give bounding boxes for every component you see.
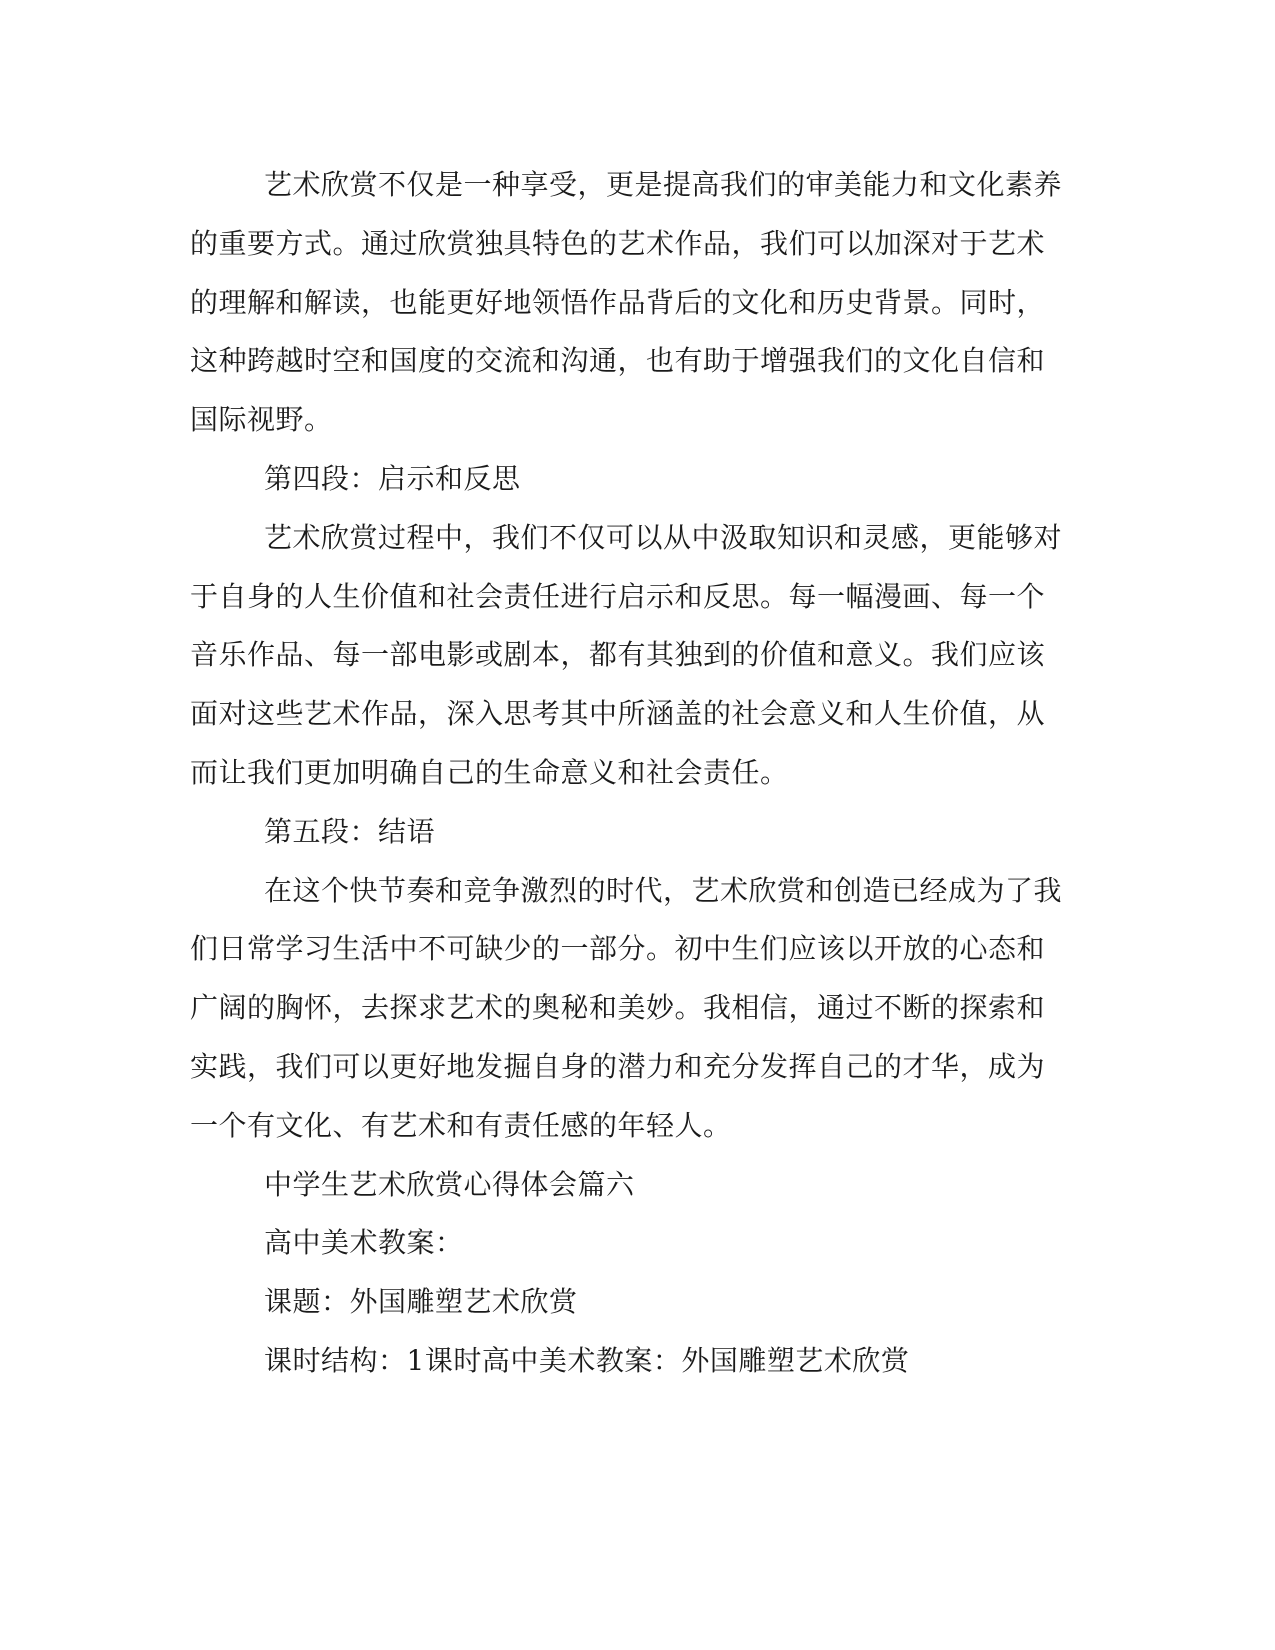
paragraph-line: 一个有文化、有艺术和有责任感的年轻人。 — [190, 1108, 732, 1142]
paragraph-line: 这种跨越时空和国度的交流和沟通，也有助于增强我们的文化自信和 — [190, 344, 1046, 378]
paragraph-line: 们日常学习生活中不可缺少的一部分。初中生们应该以开放的心态和 — [190, 932, 1046, 966]
paragraph-line: 于自身的人生价值和社会责任进行启示和反思。每一幅漫画、每一个 — [190, 579, 1046, 613]
paragraph-line: 在这个快节奏和竞争激烈的时代，艺术欣赏和创造已经成为了我 — [264, 873, 1063, 907]
paragraph-line: 艺术欣赏不仅是一种享受，更是提高我们的审美能力和文化素养 — [264, 168, 1063, 201]
paragraph-line: 而让我们更加明确自己的生命意义和社会责任。 — [190, 755, 789, 789]
lesson-plan-heading: 高中美术教案： — [264, 1226, 464, 1260]
paragraph-line: 艺术欣赏过程中，我们不仅可以从中汲取知识和灵感，更能够对 — [264, 520, 1063, 554]
section-heading: 第五段：结语 — [264, 814, 436, 848]
lesson-structure: 课时结构：1课时高中美术教案：外国雕塑艺术欣赏 — [264, 1343, 910, 1377]
paragraph-line: 实践，我们可以更好地发掘自身的潜力和充分发挥自己的才华，成为 — [190, 1049, 1046, 1083]
paragraph-line: 国际视野。 — [190, 403, 333, 437]
section-heading: 第四段：启示和反思 — [264, 461, 521, 495]
article-title: 中学生艺术欣赏心得体会篇六 — [264, 1167, 635, 1201]
document-body — [190, 156, 1080, 1391]
paragraph-line: 音乐作品、每一部电影或剧本，都有其独到的价值和意义。我们应该 — [190, 638, 1046, 672]
paragraph-line: 的理解和解读，也能更好地领悟作品背后的文化和历史背景。同时， — [190, 285, 1046, 319]
paragraph-line: 面对这些艺术作品，深入思考其中所涵盖的社会意义和人生价值，从 — [190, 697, 1046, 731]
paragraph-line: 广阔的胸怀，去探求艺术的奥秘和美妙。我相信，通过不断的探索和 — [190, 991, 1046, 1025]
lesson-topic: 课题：外国雕塑艺术欣赏 — [264, 1285, 578, 1319]
paragraph-line: 的重要方式。通过欣赏独具特色的艺术作品，我们可以加深对于艺术 — [190, 226, 1046, 260]
